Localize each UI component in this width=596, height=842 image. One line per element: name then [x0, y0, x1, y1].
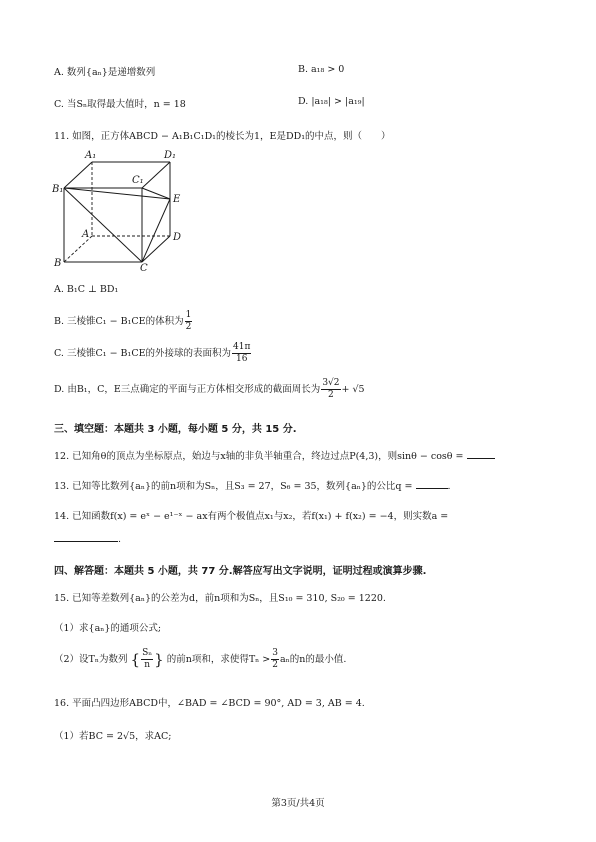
cube-figure [52, 146, 192, 272]
denominator: 2 [185, 322, 192, 332]
q11-option-d-text: D. 由B₁，C，E三点确定的平面与正方体相交形成的截面周长为 [54, 384, 321, 395]
numerator: 1 [185, 310, 192, 320]
label-b1: B₁ [52, 184, 64, 195]
q11-option-a: A. B₁C ⊥ BD₁ [54, 284, 119, 295]
label-d1: D₁ [164, 150, 177, 161]
q15-part2 [54, 648, 346, 671]
q15-part2-pre: （2）设Tₙ为数列 [54, 654, 128, 665]
q11-option-c [54, 342, 252, 365]
fraction [232, 342, 251, 365]
q10-option-c: C. 当Sₙ取得最大值时，n = 18 [54, 99, 186, 110]
label-e: E [173, 194, 181, 205]
q13 [54, 478, 451, 492]
page-footer: 第3页/共4页 [271, 798, 325, 809]
brace-right: } [154, 650, 164, 669]
q10-option-b: B. a₁₈ > 0 [298, 64, 345, 75]
answer-blank[interactable] [467, 458, 495, 459]
q12-text: 12. 已知角θ的顶点为坐标原点，始边与x轴的非负半轴重合，终边过点P(4,3)，则sinθ − cosθ = [54, 451, 464, 462]
label-a: A [82, 229, 90, 240]
q12 [54, 448, 495, 462]
brace-left: { [130, 650, 141, 669]
q16-part1: （1）若BC = 2√5，求AC; [54, 731, 172, 742]
q15-part2-tail: aₙ的n的最小值. [280, 654, 347, 665]
q15-part2-mid: 的前n项和，求使得Tₙ > [166, 654, 271, 665]
q14-answer-line [54, 534, 121, 545]
numerator: 3 [272, 648, 278, 658]
q15-part1: （1）求{aₙ}的通项公式; [54, 623, 162, 634]
fraction [321, 378, 340, 401]
label-d: D [173, 232, 182, 243]
q11-option-b-text: B. 三棱锥C₁ − B₁CE的体积为 [54, 316, 184, 327]
period: . [118, 534, 122, 545]
denominator: n [144, 660, 150, 670]
q11-option-d [54, 378, 365, 401]
numerator: 41π [233, 342, 251, 352]
q16-stem: 16. 平面凸四边形ABCD中，∠BAD = ∠BCD = 90°, AD = 3, AB = 4. [54, 698, 365, 709]
answer-blank[interactable] [416, 488, 448, 489]
label-c: C [140, 263, 148, 272]
period: . [447, 481, 451, 492]
fraction [271, 648, 279, 671]
label-a1: A₁ [85, 150, 97, 161]
q11-option-d-tail: + √5 [341, 384, 365, 395]
label-c1: C₁ [132, 175, 144, 186]
q13-text: 13. 已知等比数列{aₙ}的前n项和为Sₙ，且S₃ = 27，S₆ = 35，数列{aₙ}的公比q = [54, 481, 413, 492]
q10-option-d: D. |a₁₈| > |a₁₉| [298, 96, 365, 107]
q11-stem: 11. 如图，正方体ABCD − A₁B₁C₁D₁的棱长为1，E是DD₁的中点，则（ ） [54, 131, 391, 142]
denominator: 2 [272, 660, 278, 670]
label-b: B [54, 258, 62, 269]
q15-stem: 15. 已知等差数列{aₙ}的公差为d，前n项和为Sₙ，且S₁₀ = 310, S₂₀ = 1220. [54, 593, 386, 604]
answer-blank[interactable] [54, 541, 118, 542]
fraction [141, 648, 153, 671]
section-4-title: 四、解答题：本题共 5 小题，共 77 分.解答应写出文字说明，证明过程或演算步骤. [54, 566, 427, 577]
q14-text: 14. 已知函数f(x) = eˣ − e¹⁻ˣ − ax有两个极值点x₁与x₂，若f(x₁) + f(x₂) = −4，则实数a = [54, 511, 449, 522]
fraction [185, 310, 193, 333]
q11-option-c-text: C. 三棱锥C₁ − B₁CE的外接球的表面积为 [54, 348, 232, 359]
denominator: 2 [328, 390, 334, 400]
q10-option-a: A. 数列{aₙ}是递增数列 [54, 67, 156, 78]
denominator: 16 [236, 354, 248, 364]
numerator: Sₙ [142, 648, 153, 658]
q11-option-b [54, 310, 193, 333]
numerator: 3√2 [322, 378, 340, 388]
section-3-title: 三、填空题：本题共 3 小题，每小题 5 分，共 15 分. [54, 424, 297, 435]
